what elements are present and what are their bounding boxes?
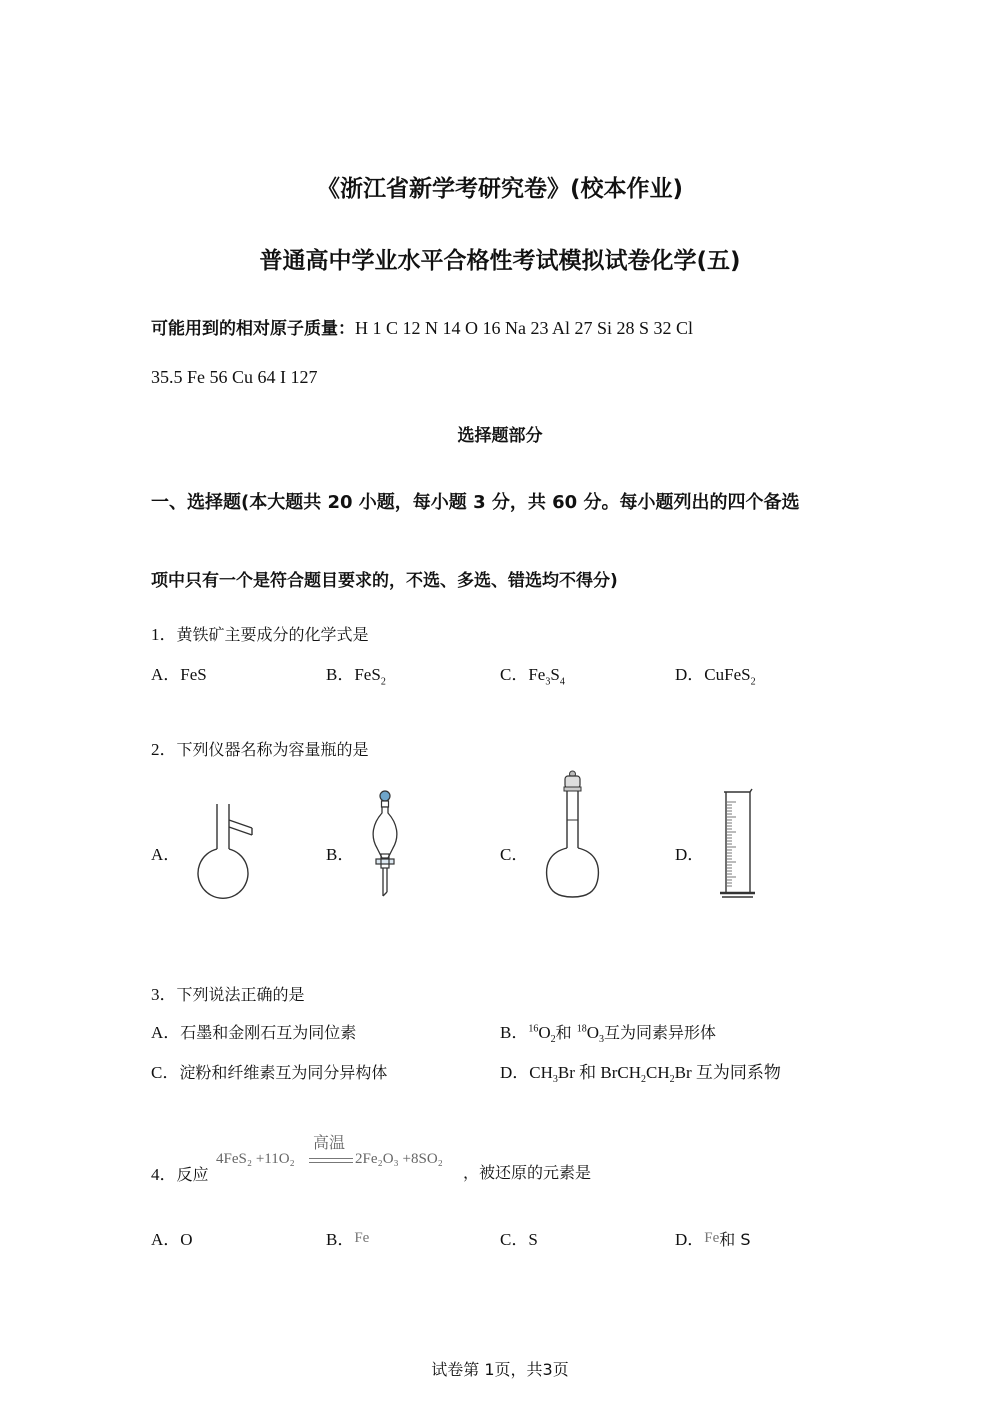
q1-option-d[interactable]: D．CuFeS$_2$ [675, 665, 756, 688]
question-4-stem-prefix: 4．反应 [151, 1165, 209, 1184]
distillation-flask-icon[interactable] [190, 800, 260, 902]
question-3-stem: 3．下列说法正确的是 [151, 985, 305, 1004]
q3-option-b[interactable]: B．$^{16}O_2$和 $^{18}O_3$互为同素异形体 [500, 1023, 717, 1046]
q3-option-c[interactable]: C．淀粉和纤维素互为同分异构体 [151, 1063, 388, 1082]
exam-series-title: 《浙江省新学考研究卷》(校本作业) [316, 176, 684, 202]
reaction-equals-sign [309, 1158, 353, 1163]
question-1-stem: 1．黄铁矿主要成分的化学式是 [151, 625, 369, 644]
section-name: 选择题部分 [457, 426, 543, 446]
graduated-cylinder-icon[interactable] [715, 788, 760, 903]
reaction-equation-left: 4FeS₂ +11O₂ [216, 1151, 295, 1167]
q2-option-b-label[interactable]: B． [326, 845, 355, 864]
reaction-equation-right: 2Fe₂O₃ +8SO₂ [355, 1151, 443, 1167]
q1-option-b[interactable]: B．FeS$_2$ [326, 665, 386, 688]
reaction-condition: 高温 [313, 1133, 346, 1152]
q3-option-d[interactable]: D．$CH_3Br$ 和 $BrCH_2CH_2Br$ 互为同系物 [500, 1063, 781, 1086]
q1-option-a[interactable]: A．FeS [151, 665, 207, 684]
section-instruction-line2: 项中只有一个是符合题目要求的，不选、多选、错选均不得分) [151, 571, 618, 591]
q4-option-a[interactable]: A．O [151, 1230, 193, 1249]
question-2-stem: 2．下列仪器名称为容量瓶的是 [151, 740, 369, 759]
exam-title: 普通高中学业水平合格性考试模拟试卷化学(五) [259, 248, 741, 274]
q2-option-d-label[interactable]: D． [675, 845, 705, 864]
q1-option-c[interactable]: C．$Fe_3S_4$ [500, 665, 565, 688]
volumetric-flask-icon[interactable] [540, 768, 605, 903]
atomic-mass-line2: 35.5 Fe 56 Cu 64 I 127 [151, 367, 318, 387]
question-4-stem-suffix: ，被还原的元素是 [463, 1163, 592, 1182]
separatory-funnel-icon[interactable] [365, 788, 405, 903]
atomic-mass-values: H 1 C 12 N 14 O 16 Na 23 Al 27 Si 28 S 32 Cl [355, 318, 694, 338]
section-instruction-line1: 一、选择题(本大题共 20 小题，每小题 3 分，共 60 分。每小题列出的四个备选 [151, 492, 800, 513]
atomic-mass-label: 可能用到的相对原子质量： [151, 319, 355, 339]
page-footer: 试卷第 1页，共3页 [431, 1360, 569, 1379]
q3-option-a[interactable]: A．石墨和金刚石互为同位素 [151, 1023, 357, 1042]
q4-option-b[interactable]: B．Fe [326, 1230, 370, 1249]
q2-option-c-label[interactable]: C． [500, 845, 529, 864]
q4-option-c[interactable]: C．S [500, 1230, 538, 1249]
q4-option-d[interactable]: D．Fe和 S [675, 1230, 751, 1249]
atomic-mass-line1 [151, 314, 693, 339]
q2-option-a-label[interactable]: A． [151, 845, 181, 864]
